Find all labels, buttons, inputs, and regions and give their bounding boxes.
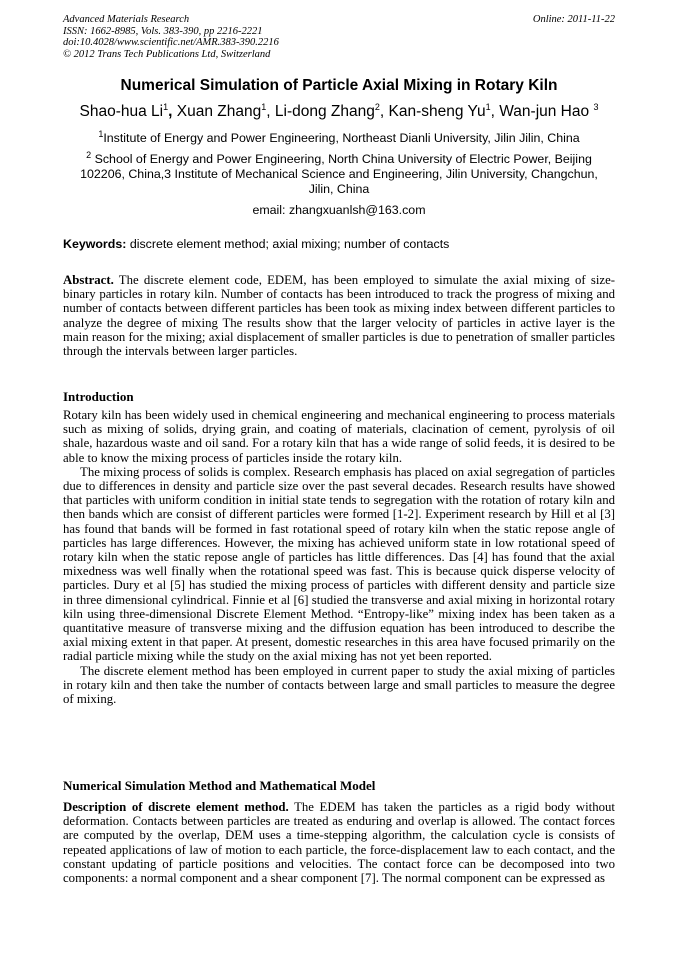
method-body (63, 800, 615, 885)
online-date: Online: 2011-11-22 (532, 14, 615, 25)
author-affiliation-mark: 1 (163, 101, 169, 112)
contact-email: email: zhangxuanlsh@163.com (252, 203, 426, 217)
abstract-text: The discrete element code, EDEM, has been employed to simulate the axial mixing of size-binary particles in rotary kiln. Number of contacts has been introduced to track the progress of mixing and number of contacts between different particles has been took as mixing index between different particles to analyze the degree of mixing The results show that the larger velocity of particles in active layer is the main reason for the mixing; axial displacement of smaller particles is due to penetration of smaller particles through the intervals between larger particles. (63, 273, 616, 359)
affiliation-2 (68, 149, 610, 197)
author-name: Li-dong Zhang (274, 103, 375, 120)
author-affiliation-mark: 3 (593, 101, 599, 112)
affiliation-text: School of Energy and Power Engineering, North China University of Electric Power, Beijing 102206, China,3 Institute of Mechanical Science and Engineering, Jilin University, Changchun, Jilin, China (80, 152, 598, 196)
doi-line: doi:10.4028/www.scientific.net/AMR.383-390.2216 (63, 37, 279, 48)
introduction-body (63, 408, 615, 706)
paragraph: The mixing process of solids is complex. Research emphasis has placed on axial segregation of particles due to differences in density and particle size over the past several decades. Research results have showed that particles with uniform condition in initial state tends to segregation with the rotation of rotary kiln and then bands which are consist of different particles were formed [1-2]. Experiment research by Hill et al [3] has found that bands will be formed in fast rotational speed of rotary kiln when the static repose angle of particles has large differences. However, the mixing has achieved uniform state in low rotational speed of rotary kiln when the static repose angle of particles has little differences. Das [4] has found that the axial mixedness was well finally when the rotational speed was fast. This is because quick disperse velocity of particles. Dury et al [5] has studied the mixing process of particles with different density and particle size in three dimensional cylindrical. Finnie et al [6] studied the transverse and axial mixing in horizontal rotary kiln using three-dimensional Discrete Element Method. “Entropy-like” mixing index has been taken as a quantitative measure of transverse mixing and the diffusion equation has been introduced to describe the axial mixing extent in that paper. At present, domestic researches in this area have focused primarily on the radial particle mixing while the study on the axial mixing has not yet been reported. (63, 464, 615, 664)
subsection-label: Description of discrete element method. (63, 800, 289, 814)
author-affiliation-mark: 1 (485, 101, 491, 112)
affiliation-number: 1 (98, 128, 104, 139)
author-affiliation-mark: 2 (374, 101, 380, 112)
journal-name: Advanced Materials Research (63, 14, 190, 25)
issn-line: ISSN: 1662-8985, Vols. 383-390, pp 2216-2221 (63, 25, 263, 37)
paper-title: Numerical Simulation of Particle Axial Mixing in Rotary Kiln (120, 77, 558, 94)
author-name: Shao-hua Li (79, 103, 164, 120)
paragraph: The EDEM has taken the particles as a rigid body without deformation. Contacts between particles are treated as enduring and overlap is allowed. The contact forces are computed by the overlap, DEM uses a time-stepping algorithm, the calculation cycle is consists of repeated applications of law of motion to each particle, the force-displacement law to each contact, and the constant updating of particle positions and velocities. The contact force can be decomposed into two components: a normal component and a shear component [7]. The normal component can be expressed as (63, 800, 615, 886)
affiliation-number: 2 (86, 149, 92, 160)
affiliation-1 (68, 128, 610, 146)
copyright-line: © 2012 Trans Tech Publications Ltd, Switzerland (63, 48, 271, 60)
author-name: Xuan Zhang (176, 103, 262, 120)
abstract-label: Abstract. (63, 273, 114, 287)
abstract (63, 273, 615, 358)
author-list: Shao-hua Li$^1$, Xuan Zhang$^1$, Li-dong Zhang$^2$, Kan-sheng Yu$^1$, Wan-jun Hao $^3$ (79, 101, 599, 120)
paragraph: Rotary kiln has been widely used in chemical engineering and mechanical engineering to process materials such as mixing of solids, drying grain, and coating of materials, clacination of cement, pyrolysis of oil shale, hazardous waste and oil sand. For a rotary kiln that has a wide range of solid feeds, it is desired to be able to know the mixing process of particles inside the rotary kiln. (63, 408, 615, 465)
author-name: Kan-sheng Yu (388, 103, 486, 120)
paragraph: The discrete element method has been employed in current paper to study the axial mixing of particles in rotary kiln and then take the number of contacts between large and small particles to measure the degree of mixing. (63, 663, 615, 707)
author-affiliation-mark: 1 (261, 101, 267, 112)
section-heading-method: Numerical Simulation Method and Mathematical Model (63, 778, 376, 793)
keywords-text: discrete element method; axial mixing; number of contacts (129, 237, 450, 251)
keywords (63, 237, 615, 251)
journal-header (63, 14, 615, 60)
author-name: Wan-jun Hao (499, 103, 590, 120)
affiliation-text: Institute of Energy and Power Engineering, Northeast Dianli University, Jilin Jilin, China (103, 131, 580, 145)
section-heading-introduction: Introduction (63, 389, 134, 404)
keywords-label: Keywords: (63, 237, 127, 251)
